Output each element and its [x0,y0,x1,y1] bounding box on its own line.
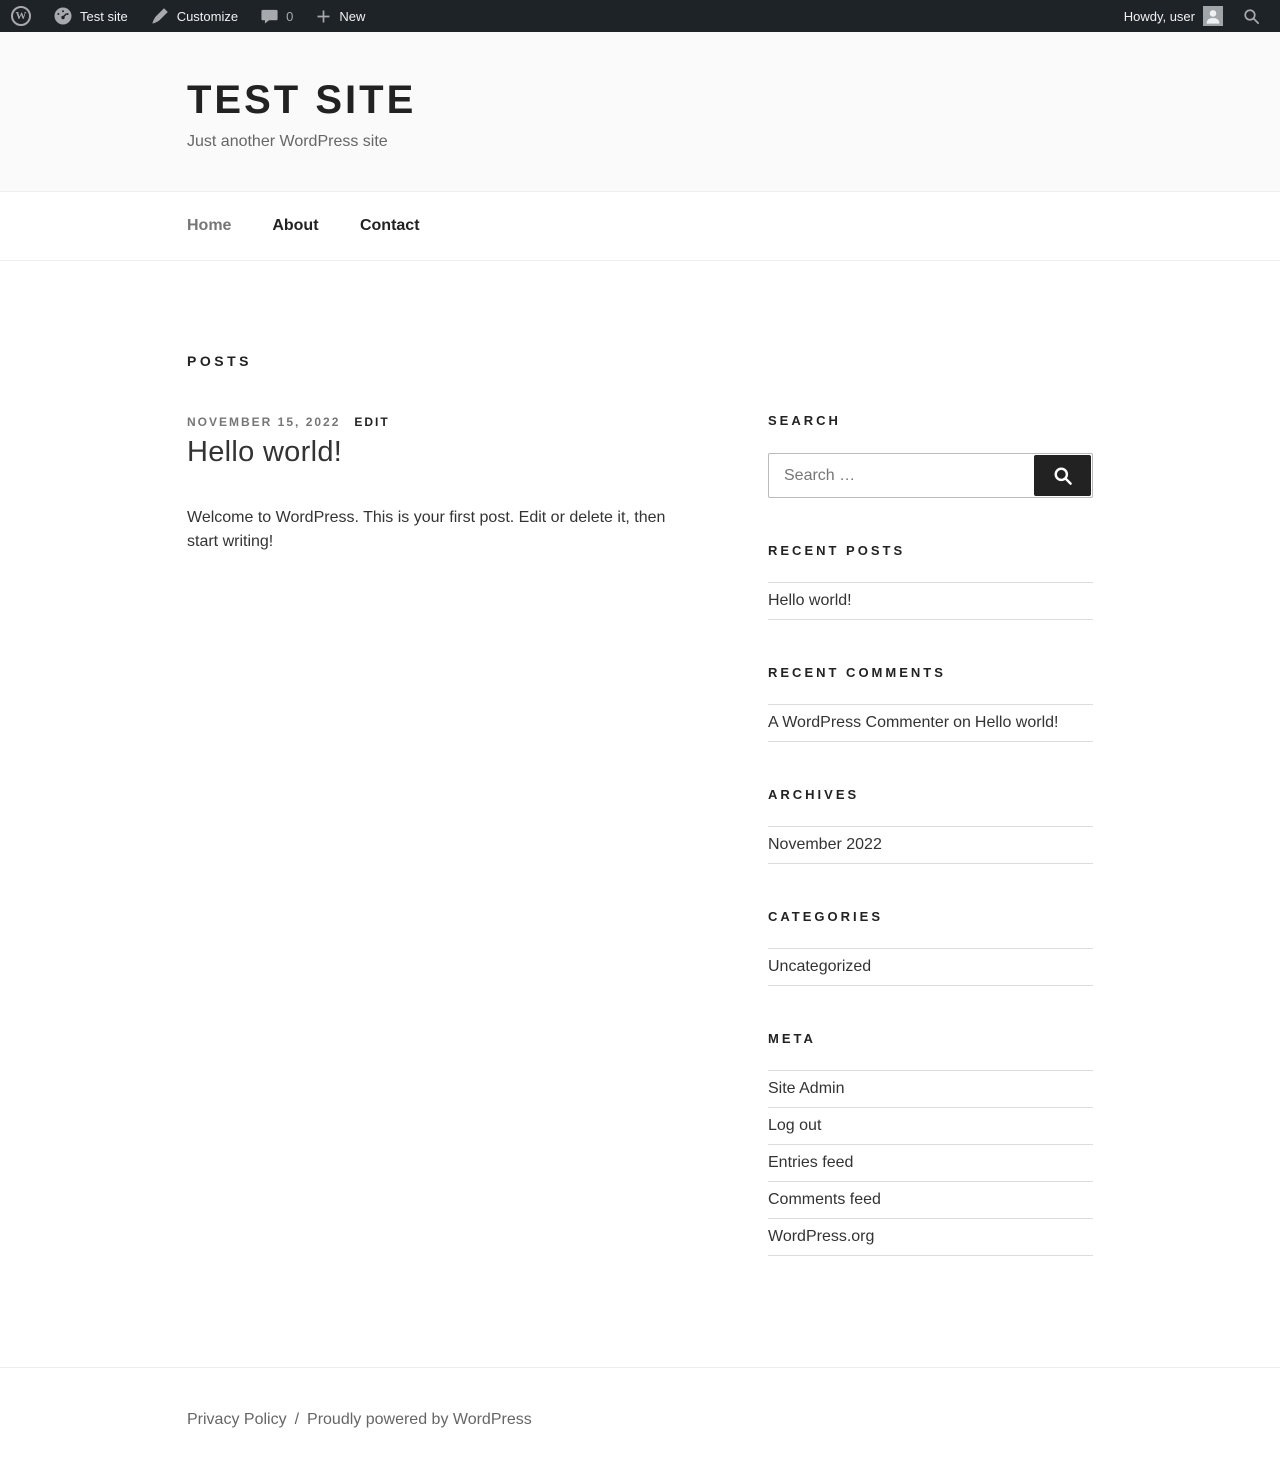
user-avatar [1203,6,1223,26]
nav-item-contact[interactable]: Contact [359,217,420,234]
customize-menu[interactable] [139,0,249,32]
categories-widget [768,909,1093,986]
page-title: POSTS [187,353,252,369]
categories-title: CATEGORIES [768,909,883,924]
archives-title: ARCHIVES [768,787,860,802]
site-name-label: Test site [80,8,128,24]
list-item [768,1219,1093,1256]
primary-navigation [0,191,1280,261]
new-content-menu[interactable] [304,0,376,32]
recent-comments-widget [768,665,1093,742]
customize-brush-icon [150,6,170,26]
list-item [768,1182,1093,1219]
site-name-menu[interactable] [42,0,139,32]
category-link[interactable]: Uncategorized [768,958,872,975]
search-widget [768,413,1093,498]
comment-count-badge: 0 [286,8,294,24]
site-header [0,32,1280,191]
list-item [768,1145,1093,1182]
site-title[interactable]: TEST SITE [187,78,417,122]
admin-bar-left [0,0,376,32]
archive-link[interactable]: November 2022 [768,836,882,853]
archives-widget [768,787,1093,864]
comment-post-link[interactable]: Hello world! [974,714,1059,731]
list-item [768,705,1093,742]
comment-connector: on [953,714,971,731]
recent-posts-widget [768,543,1093,620]
meta-list [768,1070,1093,1256]
search-form [768,453,1093,498]
new-label: New [339,8,366,24]
post-article [187,415,700,554]
post-body: Welcome to WordPress. This is your first post. Edit or delete it, then start writing! [187,509,666,550]
my-account-menu[interactable] [1116,6,1231,26]
howdy-user-label: Howdy, user [1123,8,1195,24]
site-tagline: Just another WordPress site [187,133,388,150]
recent-comments-list [768,704,1093,742]
footer-separator: / [294,1411,300,1428]
site-admin-link[interactable]: Site Admin [768,1080,845,1097]
privacy-policy-link[interactable]: Privacy Policy [187,1411,287,1428]
content-area [187,261,1093,1367]
comments-menu[interactable] [249,0,304,32]
post-title-link[interactable]: Hello world! [187,436,343,468]
entry-meta [187,415,700,429]
site-footer [0,1367,1280,1463]
entries-feed-link[interactable]: Entries feed [768,1154,854,1171]
admin-bar-right [1116,0,1280,32]
list-item [768,1071,1093,1108]
recent-posts-list [768,582,1093,620]
admin-search-button[interactable] [1231,0,1272,32]
powered-by-link[interactable]: Proudly powered by WordPress [307,1411,532,1428]
plus-icon [315,8,332,25]
nav-item-home[interactable]: Home [187,217,232,234]
sidebar [768,353,1093,1301]
search-widget-title: SEARCH [768,413,841,428]
meta-title: META [768,1031,816,1046]
comment-author-link[interactable]: A WordPress Commenter [768,714,950,731]
recent-posts-title: RECENT POSTS [768,543,906,558]
post-edit-link[interactable]: EDIT [354,415,390,429]
nav-item-about[interactable]: About [272,217,319,234]
wp-logo-button[interactable] [0,0,42,32]
log-out-link[interactable]: Log out [768,1117,822,1134]
comments-feed-link[interactable]: Comments feed [768,1191,881,1208]
wordpress-admin-bar [0,0,1280,32]
search-submit-button[interactable] [1034,455,1091,496]
comment-bubble-icon [260,7,279,26]
meta-widget [768,1031,1093,1256]
main-column [187,353,700,1301]
archives-list [768,826,1093,864]
post-title [187,436,700,469]
categories-list [768,948,1093,986]
post-date-link[interactable]: NOVEMBER 15, 2022 [187,415,341,429]
search-icon [1052,465,1074,487]
wordpress-org-link[interactable]: WordPress.org [768,1228,875,1245]
list-item [768,949,1093,986]
customize-label: Customize [176,8,239,24]
list-item [768,1108,1093,1145]
list-item [768,583,1093,620]
dashboard-gauge-icon [53,6,73,26]
recent-post-link[interactable]: Hello world! [768,592,852,609]
recent-comments-title: RECENT COMMENTS [768,665,946,680]
list-item [768,827,1093,864]
search-icon [1242,7,1261,26]
wordpress-logo-icon: W [11,6,31,26]
